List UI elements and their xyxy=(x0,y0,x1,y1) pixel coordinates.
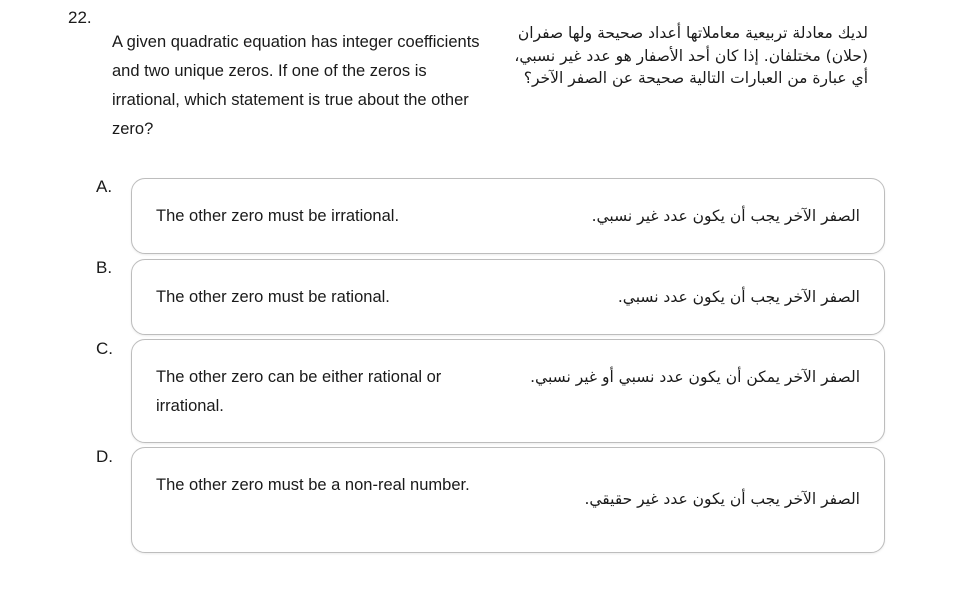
question-text-english: A given quadratic equation has integer coefficients and two unique zeros. If one of the zeros is irrational, which statement is true about the other zero? xyxy=(112,33,480,138)
option-b-text-english: The other zero must be rational. xyxy=(156,288,390,306)
option-b[interactable] xyxy=(131,259,885,335)
option-a-text-english: The other zero must be irrational. xyxy=(156,207,400,225)
option-c-letter: C. xyxy=(96,339,113,358)
question-text-arabic: لديك معادلة تربيعية معاملاتها أعداد صحيحة ولها صفران (حلان) مختلفان. إذا كان أحد الأصفار هو عدد غير نسبي، أي عبارة من العبارات التالية صحيحة عن الصفر الآخر؟ xyxy=(514,24,868,87)
question-number: 22. xyxy=(68,8,92,27)
option-d-text-arabic: الصفر الآخر يجب أن يكون عدد غير حقيقي. xyxy=(584,490,860,508)
option-d-text-english: The other zero must be a non-real number. xyxy=(156,476,470,494)
option-b-text-arabic: الصفر الآخر يجب أن يكون عدد نسبي. xyxy=(617,288,860,306)
option-d-letter: D. xyxy=(96,447,113,466)
option-c-text-arabic: الصفر الآخر يمكن أن يكون عدد نسبي أو غير نسبي. xyxy=(530,368,860,386)
option-a-letter: A. xyxy=(96,177,113,196)
option-c[interactable] xyxy=(131,339,885,443)
option-a[interactable] xyxy=(131,178,885,254)
option-a-text-arabic: الصفر الآخر يجب أن يكون عدد غير نسبي. xyxy=(591,207,860,225)
option-d[interactable] xyxy=(131,447,885,553)
option-c-text-english: The other zero can be either rational or irrational. xyxy=(156,368,442,415)
option-b-letter: B. xyxy=(96,258,113,277)
